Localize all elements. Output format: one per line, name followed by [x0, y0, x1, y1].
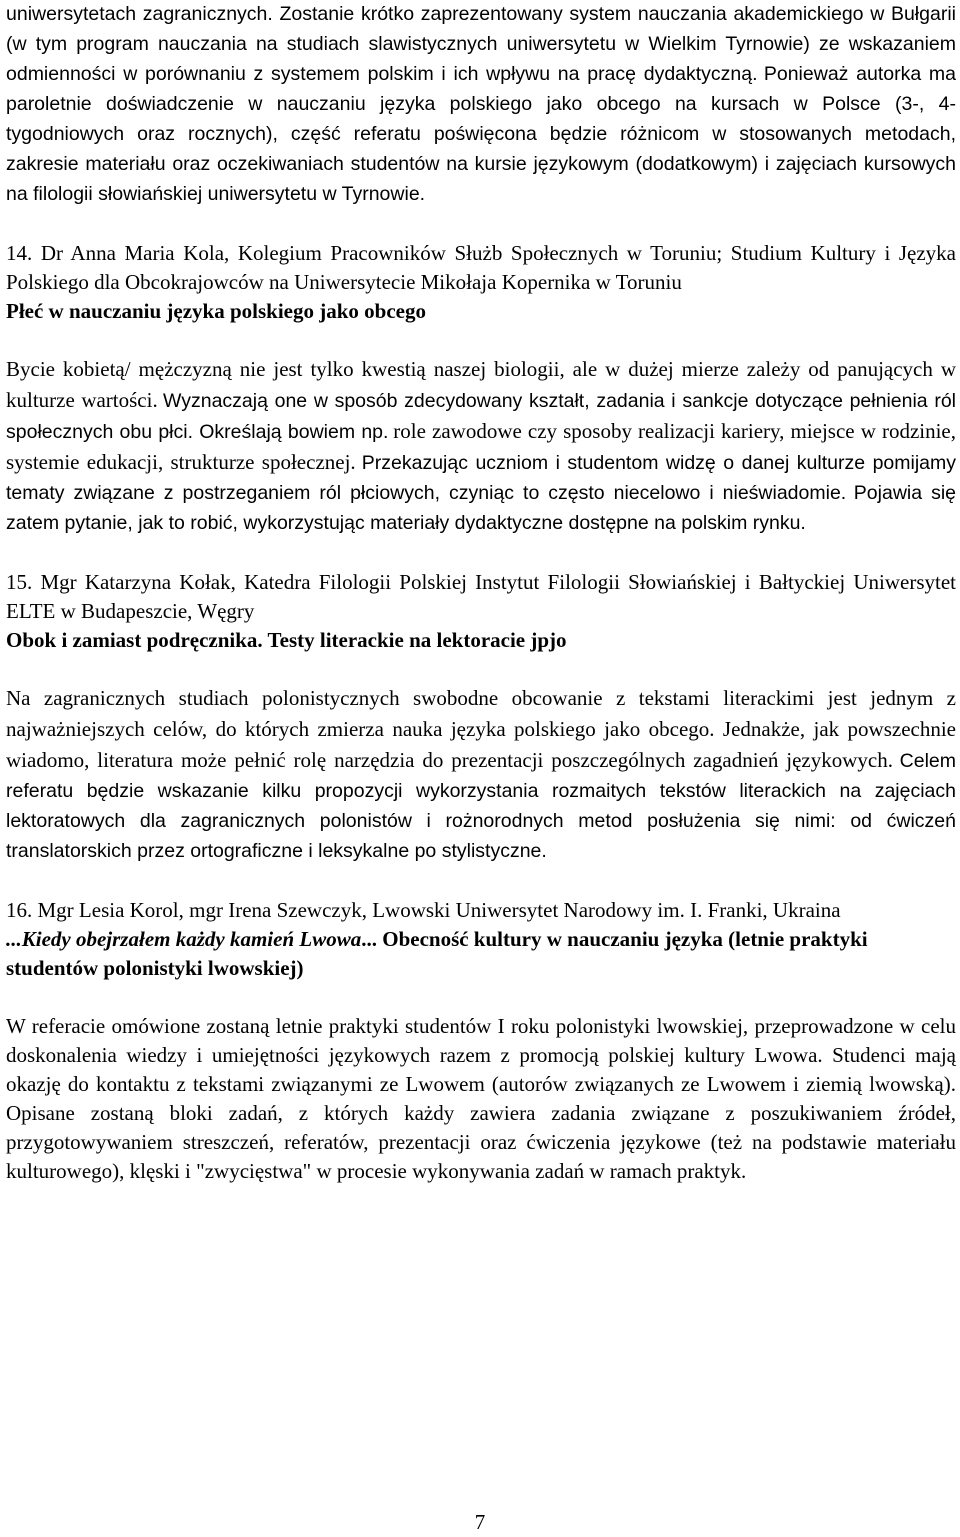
section-14-author: 14. Dr Anna Maria Kola, Kolegium Pracowników Służb Społecznych w Toruniu; Studium Kultury i Języka Polskiego dla Obcokrajowców na Uniwersytecie Mikołaja Kopernika w Toruniu [6, 241, 956, 294]
section-14-abstract [6, 355, 956, 539]
section-14-abstract-part-5: Pojawia się zatem pytanie, jak to robić, wykorzystując materiały dydaktyczne dostępne na polskim rynku. [6, 482, 956, 534]
section-15-author: 15. Mgr Katarzyna Kołak, Katedra Filologii Polskiej Instytut Filologii Słowiańskiej i Bałtyckiej Uniwersytet ELTE w Budapeszcie, Węgry [6, 570, 956, 623]
section-13-abstract [6, 0, 956, 210]
section-14-abstract-part-1: Bycie kobietą/ mężczyzną nie jest tylko kwestią naszej biologii, ale w dużej mierze zależy od panujących w kulturze wartości. [6, 357, 956, 412]
section-15-abstract-part-1: Na zagranicznych studiach polonistycznych swobodne obcowanie z tekstami literackimi jest jednym z najważniejszych celów, do których zmierza nauka języka polskiego jako obcego. Jednakże, jak powszechnie wiadomo, literatura może pełnić rolę narzędzia do prezentacji poszczególnych zagadnień językowych. [6, 686, 956, 772]
section-16-title-rest: ... Obecność kultury w nauczaniu języka (letnie praktyki studentów polonistyki lwowskiej) [6, 927, 868, 980]
section-15-abstract [6, 684, 956, 867]
section-13-abstract-part-1: uniwersytetach zagranicznych. Zostanie krótko zaprezentowany system nauczania akademickiego w Bułgarii (w tym program nauczania na studiach slawistycznych uniwersytetu w Wielkim Tyrnowie) ze wskazaniem odmienności w porównaniu z systemem polskim i ich wpływu na pracę dydaktyczną. [6, 3, 956, 85]
page-number: 7 [474, 1510, 486, 1534]
section-14-abstract-part-3: role zawodowe czy sposoby realizacji kariery, miejsce w rodzinie, systemie edukacji, strukturze społecznej. [6, 419, 957, 474]
section-16-title-italic: ...Kiedy obejrzałem każdy kamień Lwowa [6, 927, 362, 951]
document-page [6, 0, 956, 1186]
section-14-abstract-part-2: Wyznaczają one w sposób zdecydowany kształt, zadania i sankcje dotyczące pełnienia ról społecznych obu płci. Określają bowiem np. [6, 390, 957, 443]
section-16-author: 16. Mgr Lesia Korol, mgr Irena Szewczyk, Lwowski Uniwersytet Narodowy im. I. Franki, Ukraina [6, 898, 841, 922]
section-16-title [6, 925, 956, 983]
section-14-abstract-part-4: Przekazując uczniom i studentom widzę o danej kulturze pomijamy tematy związane z postrzeganiem ról płciowych, czyniąc to często niecelowo i nieświadomie. [6, 452, 957, 504]
section-13-abstract-part-2: Ponieważ autorka ma paroletnie doświadczenie w nauczaniu języka polskiego jako obcego na kursach w Polsce (3-, 4-tygodniowych oraz rocznych), część referatu poświęcona będzie różnicom w stosowanych metodach, zakresie materiału oraz oczekiwaniach studentów na kursie językowym (dodatkowym) i zajęciach kursowych na filologii słowiańskiej uniwersytetu w Tyrnowie. [6, 63, 956, 205]
section-15-title: Obok i zamiast podręcznika. Testy literackie na lektoracie jpjo [6, 628, 567, 652]
section-16-abstract: W referacie omówione zostaną letnie praktyki studentów I roku polonistyki lwowskiej, przeprowadzone w celu doskonalenia wiedzy i umiejętności językowych razem z promocją polskiej kultury Lwowa. Studenci mają okazję do kontaktu z tekstami związanymi ze Lwowem (autorów związanych ze Lwowem i ziemią lwowską). Opisane zostaną bloki zadań, z których każdy zawiera zadania związane z poszukiwaniem źródeł, przygotowywaniem streszczeń, referatów, prezentacji oraz ćwiczenia językowe (też na podstawie materiału kulturowego), klęski i "zwycięstwa" w procesie wykonywania zadań w ramach praktyk. [6, 1014, 956, 1183]
section-14-title: Płeć w nauczaniu języka polskiego jako obcego [6, 299, 426, 323]
section-15-abstract-part-2: Celem referatu będzie wskazanie kilku propozycji wykorzystania rozmaitych tekstów literackich na zajęciach lektoratowych dla zagranicznych polonistów i rożnorodnych metod posłużenia się nimi: od ćwiczeń translatorskich przez ortograficzne i leksykalne po stylistyczne. [6, 750, 956, 862]
